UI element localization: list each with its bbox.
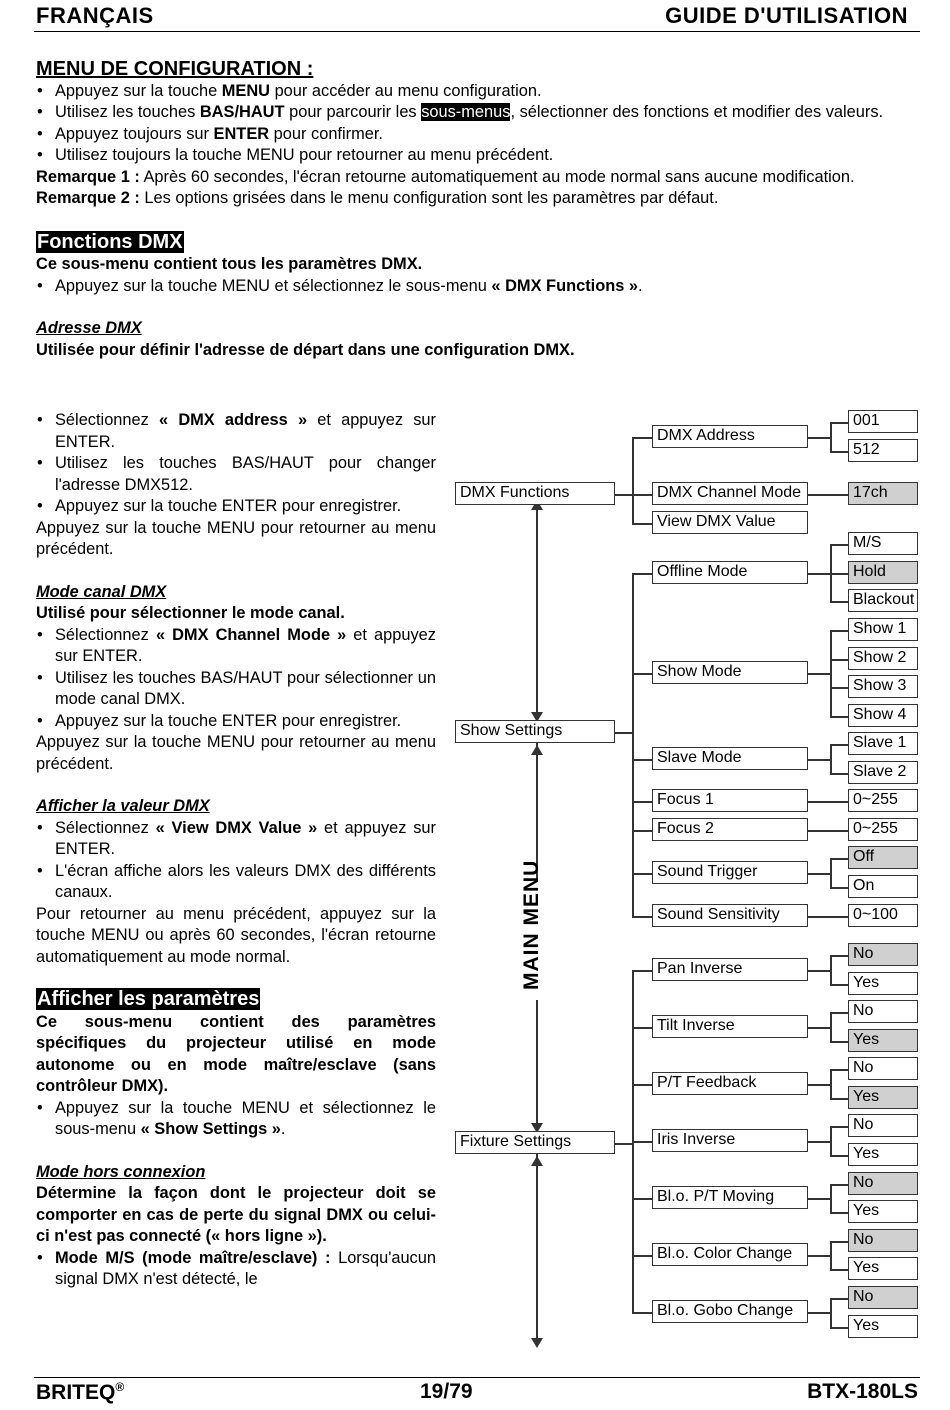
option-connector	[808, 759, 830, 761]
option-value: Show 2	[848, 647, 918, 670]
main-menu-item: Show Settings	[455, 720, 615, 743]
option-connector	[808, 916, 830, 918]
main-menu-item: DMX Functions	[455, 482, 615, 505]
default-option-value: Hold	[848, 561, 918, 584]
option-value: Blackout	[848, 589, 918, 612]
mid-connector	[632, 1255, 652, 1257]
footer-brand: BRITEQ®	[36, 1380, 125, 1404]
option-value: Yes	[848, 972, 918, 995]
option-connector	[808, 873, 830, 875]
option-tick	[830, 1241, 848, 1243]
option-connector	[808, 1141, 830, 1143]
mid-connector	[632, 437, 652, 439]
option-tick	[830, 601, 848, 603]
option-bus-line	[830, 1069, 832, 1098]
option-connector	[808, 1198, 830, 1200]
mid-connector	[632, 1027, 652, 1029]
option-tick	[830, 801, 848, 803]
option-value: M/S	[848, 532, 918, 555]
config-bullet-1: • Appuyez sur la touche MENU pour accéder au menu configuration.	[36, 81, 916, 103]
default-option-value: No	[848, 943, 918, 966]
option-value: Yes	[848, 1315, 918, 1338]
option-connector	[808, 830, 830, 832]
mid-connector	[632, 673, 652, 675]
option-bus-line	[830, 955, 832, 984]
dmx-bullet-1: • Appuyez sur la touche MENU et sélectionnez le sous-menu « DMX Functions ».	[36, 276, 916, 298]
option-tick	[830, 1327, 848, 1329]
mid-connector	[632, 494, 652, 496]
addr-bullet-1: • Sélectionnez « DMX address » et appuyez sur ENTER.	[36, 410, 436, 453]
option-value: Show 3	[848, 675, 918, 698]
option-tick	[830, 573, 848, 575]
option-tick	[830, 451, 848, 453]
option-value: Slave 2	[848, 761, 918, 784]
config-bullet-2: • Utilisez les touches BAS/HAUT pour parcourir les sous-menus, sélectionner des fonctions et modifier des valeurs.	[36, 102, 916, 124]
addr-title: Adresse DMX	[36, 319, 142, 337]
addr-intro: Utilisée pour définir l'adresse de départ dans une configuration DMX.	[36, 340, 575, 359]
option-connector	[808, 970, 830, 972]
submenu-item: View DMX Value	[652, 511, 808, 534]
option-tick	[830, 773, 848, 775]
dmx-intro: Ce sous-menu contient tous les paramètres DMX.	[36, 255, 423, 273]
option-connector	[808, 673, 830, 675]
option-tick	[830, 984, 848, 986]
arrow-up-icon	[531, 745, 543, 755]
option-value: 512	[848, 439, 918, 462]
option-tick	[830, 630, 848, 632]
submenu-item: DMX Address	[652, 425, 808, 448]
option-bus-line	[830, 744, 832, 773]
footer-page-number: 19/79	[420, 1380, 473, 1403]
option-connector	[808, 1084, 830, 1086]
config-bullet-3: • Appuyez toujours sur ENTER pour confirmer.	[36, 124, 916, 146]
dmx-title: Fonctions DMX	[37, 230, 183, 253]
option-tick	[830, 1184, 848, 1186]
option-bus-line	[830, 1126, 832, 1155]
submenu-item: Bl.o. Gobo Change	[652, 1300, 808, 1323]
option-bus-line	[830, 422, 832, 451]
footer-rule	[34, 1377, 920, 1378]
mid-connector	[632, 970, 652, 972]
submenu-item: Focus 1	[652, 789, 808, 812]
chmode-title: Mode canal DMX	[36, 582, 167, 601]
option-tick	[830, 916, 848, 918]
option-tick	[830, 422, 848, 424]
option-bus-line	[830, 1298, 832, 1327]
option-value: 0~255	[848, 818, 918, 841]
option-tick	[830, 1212, 848, 1214]
option-bus-line	[830, 630, 832, 716]
option-value: Yes	[848, 1200, 918, 1223]
mid-connector	[632, 759, 652, 761]
show-bullet-1: • Appuyez sur la touche MENU et sélectionnez le sous-menu « Show Settings ».	[36, 1098, 436, 1141]
option-connector	[808, 1312, 830, 1314]
option-tick	[830, 1069, 848, 1071]
addr-bullet-2: • Utilisez les touches BAS/HAUT pour changer l'adresse DMX512.	[36, 453, 436, 496]
default-option-value: 17ch	[848, 482, 918, 505]
submenu-item: Bl.o. P/T Moving	[652, 1186, 808, 1209]
option-connector	[808, 437, 830, 439]
view-bullet-2: • L'écran affiche alors les valeurs DMX des différents canaux.	[36, 861, 436, 904]
option-tick	[830, 716, 848, 718]
chmode-bullet-2: • Utilisez les touches BAS/HAUT pour sélectionner un mode canal DMX.	[36, 668, 436, 711]
show-bus-line	[632, 573, 634, 916]
dmx-connector	[613, 494, 632, 496]
submenu-item: Bl.o. Color Change	[652, 1243, 808, 1266]
main-menu-label: MAIN MENU	[520, 859, 543, 990]
option-value: 0~255	[848, 789, 918, 812]
option-tick	[830, 659, 848, 661]
option-connector	[808, 801, 830, 803]
show-intro: Ce sous-menu contient des paramètres spécifiques du projecteur utilisé en mode autonome ou en mode maître/esclave (sans contrôleur DMX).	[36, 1012, 436, 1095]
default-option-value: Yes	[848, 1029, 918, 1052]
mid-connector	[632, 573, 652, 575]
option-value: Slave 1	[848, 732, 918, 755]
option-value: 001	[848, 410, 918, 433]
option-value: On	[848, 875, 918, 898]
option-value: No	[848, 1057, 918, 1080]
header-language: FRANÇAIS	[36, 3, 154, 28]
option-tick	[830, 1155, 848, 1157]
chmode-after: Appuyez sur la touche MENU pour retourner au menu précédent.	[36, 733, 436, 773]
option-tick	[830, 544, 848, 546]
offline-bullet-1: • Mode M/S (mode maître/esclave) : Lorsqu'aucun signal DMX n'est détecté, le	[36, 1248, 436, 1291]
option-tick	[830, 1298, 848, 1300]
option-bus-line	[830, 858, 832, 887]
dmx-bus-line	[632, 437, 634, 523]
default-option-value: Off	[848, 846, 918, 869]
header-rule	[34, 31, 920, 32]
option-value: No	[848, 1000, 918, 1023]
submenu-item: Show Mode	[652, 661, 808, 684]
option-tick	[830, 744, 848, 746]
show-title: Afficher les paramètres	[37, 988, 260, 1010]
main-menu-item: Fixture Settings	[455, 1131, 615, 1154]
option-bus-line	[830, 1184, 832, 1212]
option-value: No	[848, 1114, 918, 1137]
submenu-item: Tilt Inverse	[652, 1015, 808, 1038]
option-bus-line	[830, 1241, 832, 1269]
offline-intro: Détermine la façon dont le projecteur doit se comporter en cas de perte du signal DMX ou celui-ci n'est pas connecté (« hors ligne »).	[36, 1184, 436, 1245]
option-tick	[830, 687, 848, 689]
arrow-down-icon	[531, 1338, 543, 1348]
option-tick	[830, 955, 848, 957]
config-remark-1: Remarque 1 : Après 60 secondes, l'écran retourne automatiquement au mode normal sans aucune modification.	[36, 167, 855, 186]
mid-connector	[632, 1141, 652, 1143]
addr-bullet-3: • Appuyez sur la touche ENTER pour enregistrer.	[36, 496, 436, 518]
view-title: Afficher la valeur DMX	[36, 797, 210, 815]
offline-title: Mode hors connexion	[36, 1162, 206, 1181]
config-section	[36, 59, 916, 361]
chmode-bullet-3: • Appuyez sur la touche ENTER pour enregistrer.	[36, 711, 436, 733]
left-column	[36, 410, 436, 1291]
option-value: Yes	[848, 1143, 918, 1166]
default-option-value: No	[848, 1172, 918, 1195]
mid-connector	[632, 801, 652, 803]
option-value: 0~100	[848, 904, 918, 927]
option-value: Yes	[848, 1257, 918, 1280]
config-title: MENU DE CONFIGURATION :	[36, 58, 314, 80]
option-connector	[808, 573, 830, 575]
option-tick	[830, 887, 848, 889]
arrow-up-icon	[531, 1156, 543, 1166]
addr-after: Appuyez sur la touche MENU pour retourner au menu précédent.	[36, 518, 436, 558]
main-spine-upper	[536, 506, 538, 882]
option-connector	[808, 1255, 830, 1257]
option-tick	[830, 1012, 848, 1014]
mid-connector	[632, 1198, 652, 1200]
option-tick	[830, 494, 848, 496]
mid-connector	[632, 916, 652, 918]
option-connector	[808, 1027, 830, 1029]
config-bullet-4: • Utilisez toujours la touche MENU pour retourner au menu précédent.	[36, 145, 916, 167]
config-remark-2: Remarque 2 : Les options grisées dans le menu configuration sont les paramètres par défaut.	[36, 189, 719, 207]
default-option-value: Yes	[848, 1086, 918, 1109]
default-option-value: No	[848, 1286, 918, 1309]
submenu-item: Slave Mode	[652, 747, 808, 770]
option-tick	[830, 830, 848, 832]
option-value: Show 1	[848, 618, 918, 641]
view-after: Pour retourner au menu précédent, appuyez sur la touche MENU ou après 60 secondes, l'écran retourne automatiquement au mode normal.	[36, 904, 436, 966]
option-bus-line	[830, 1012, 832, 1041]
footer-model: BTX-180LS	[807, 1380, 918, 1403]
header-guide-title: GUIDE D'UTILISATION	[665, 3, 908, 28]
fixture-connector	[613, 1143, 632, 1145]
chmode-bullet-1: • Sélectionnez « DMX Channel Mode » et appuyez sur ENTER.	[36, 625, 436, 668]
submenu-item: Offline Mode	[652, 561, 808, 584]
option-tick	[830, 1098, 848, 1100]
submenu-item: Sound Trigger	[652, 861, 808, 884]
submenu-item: Iris Inverse	[652, 1129, 808, 1152]
option-value: Show 4	[848, 704, 918, 727]
option-tick	[830, 1041, 848, 1043]
view-bullet-1: • Sélectionnez « View DMX Value » et appuyez sur ENTER.	[36, 818, 436, 861]
chmode-intro: Utilisé pour sélectionner le mode canal.	[36, 604, 345, 622]
submenu-item: DMX Channel Mode	[652, 482, 808, 505]
submenu-item: Pan Inverse	[652, 958, 808, 981]
show-connector	[613, 732, 632, 734]
option-tick	[830, 1126, 848, 1128]
mid-connector	[632, 830, 652, 832]
mid-connector	[632, 1312, 652, 1314]
default-option-value: No	[848, 1229, 918, 1252]
option-connector	[808, 494, 830, 496]
mid-connector	[632, 873, 652, 875]
submenu-item: Focus 2	[652, 818, 808, 841]
option-tick	[830, 858, 848, 860]
submenu-item: Sound Sensitivity	[652, 904, 808, 927]
mid-connector	[632, 523, 652, 525]
main-spine-lower	[536, 1000, 538, 1340]
mid-connector	[632, 1084, 652, 1086]
submenu-item: P/T Feedback	[652, 1072, 808, 1095]
option-tick	[830, 1269, 848, 1271]
